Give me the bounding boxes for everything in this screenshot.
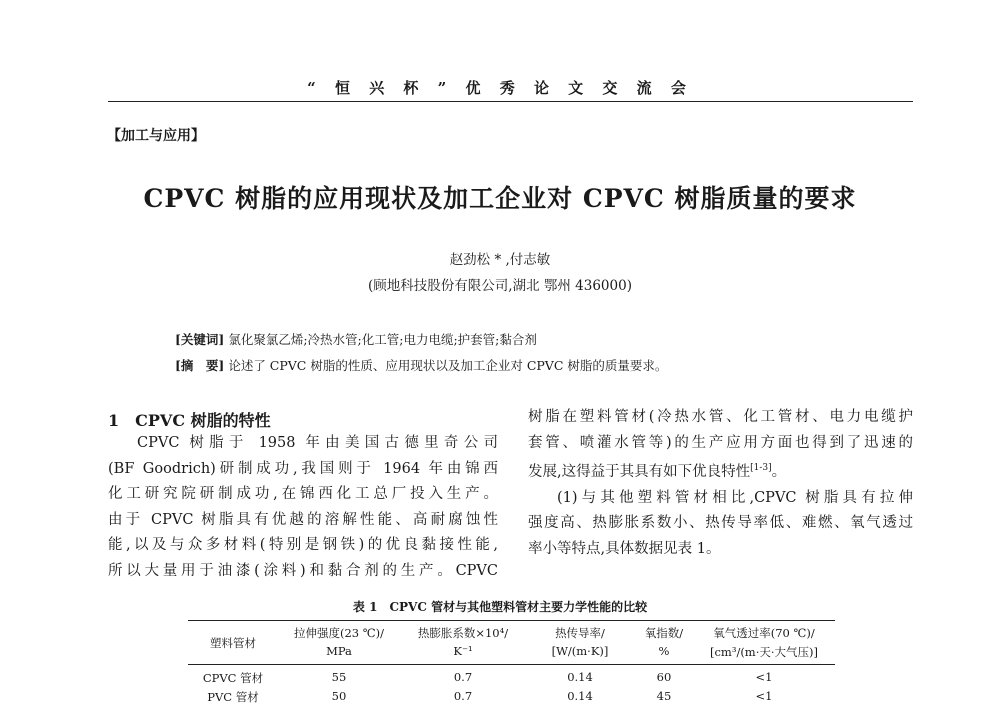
body-line: (BF Goodrich)研制成功,我国则于 1964 年由锦西	[108, 460, 498, 477]
body-line: 树脂在塑料管材(冷热水管、化工管材、电力电缆护	[528, 409, 913, 425]
table-header-unit: [cm³/(m·天·大气压)]	[710, 645, 818, 659]
body-line-text: 发展,这得益于其具有如下优良特性	[528, 464, 751, 480]
table-header-cell: 拉伸强度(23 ℃)/	[293, 626, 384, 640]
keywords-text: 氯化聚氯乙烯;冷热水管;化工管;电力电缆;护套管;黏合剂	[228, 332, 537, 347]
table-cell: 45	[656, 689, 672, 703]
table-cell: 0.7	[453, 670, 473, 684]
keywords	[175, 330, 537, 348]
table-header-cell: 热膨胀系数×10⁴/	[417, 626, 509, 640]
abstract-text: 论述了 CPVC 树脂的性质、应用现状以及加工企业对 CPVC 树脂的质量要求。	[228, 358, 668, 373]
table-caption: 表 1 CPVC 管材与其他塑料管材主要力学性能的比较	[352, 600, 648, 614]
right-column	[528, 405, 913, 562]
table-cell: 55	[331, 670, 347, 684]
section-heading: 1 CPVC 树脂的特性	[108, 411, 271, 430]
body-line: 所以大量用于油漆(涂料)和黏合剂的生产。CPVC	[108, 562, 498, 579]
keywords-label: [关键词]	[175, 332, 225, 347]
body-line: 化工研究院研制成功,在锦西化工总厂投入生产。	[108, 486, 498, 502]
header-rule	[108, 101, 913, 102]
body-line: 率小等特点,具体数据见表 1。	[528, 540, 721, 557]
table-cell: PVC 管材	[207, 690, 259, 704]
authors: 赵劲松 * ,付志敏	[449, 252, 551, 268]
citation: [1-3]	[750, 463, 772, 473]
body-line: 强度高、热膨胀系数小、热传导率低、难燃、氧气透过	[528, 515, 913, 531]
body-line: CPVC 树脂于 1958 年由美国古德里奇公司	[137, 435, 498, 451]
body-line: 由于 CPVC 树脂具有优越的溶解性能、高耐腐蚀性	[108, 511, 498, 528]
table-cell: <1	[755, 689, 773, 703]
table-top-rule	[188, 620, 835, 621]
table-header-cell: 氧指数/	[644, 626, 684, 640]
table-cell: <1	[755, 670, 773, 684]
table-header-cell: 热传导率/	[555, 626, 605, 640]
table-header-rule	[188, 664, 835, 665]
table-header-unit: K⁻¹	[453, 644, 473, 658]
table-cell: 0.14	[567, 670, 593, 684]
table-header-unit: MPa	[326, 644, 352, 658]
table-cell: CPVC 管材	[202, 671, 264, 685]
table-cell: 0.14	[567, 689, 593, 703]
body-line: (1)与其他塑料管材相比,CPVC 树脂具有拉伸	[557, 489, 913, 506]
article-title: CPVC 树脂的应用现状及加工企业对 CPVC 树脂质量的要求	[143, 184, 857, 213]
table-header-unit: %	[658, 644, 670, 658]
table-header-cell: 塑料管材	[210, 636, 256, 650]
table-cell: 0.7	[453, 689, 473, 703]
abstract-label: [摘 要]	[175, 358, 225, 373]
body-line	[528, 456, 913, 486]
table-header-unit: [W/(m·K)]	[551, 644, 609, 658]
left-column	[108, 431, 498, 584]
body-line-end: 。	[771, 464, 787, 480]
body-line: 能,以及与众多材料(特别是钢铁)的优良黏接性能,	[108, 537, 498, 553]
table-cell: 50	[331, 689, 347, 703]
body-line: 套管、喷灌水管等)的生产应用方面也得到了迅速的	[528, 434, 913, 451]
table-cell: 60	[656, 670, 672, 684]
affiliation: (顾地科技股份有限公司,湖北 鄂州 436000)	[368, 278, 632, 294]
journal-header-banner: “ 恒 兴 杯 ” 优 秀 论 文 交 流 会	[307, 79, 693, 97]
abstract	[175, 356, 667, 374]
table-header-cell: 氧气透过率(70 ℃)/	[713, 626, 815, 640]
article-category: 【加工与应用】	[107, 128, 205, 144]
